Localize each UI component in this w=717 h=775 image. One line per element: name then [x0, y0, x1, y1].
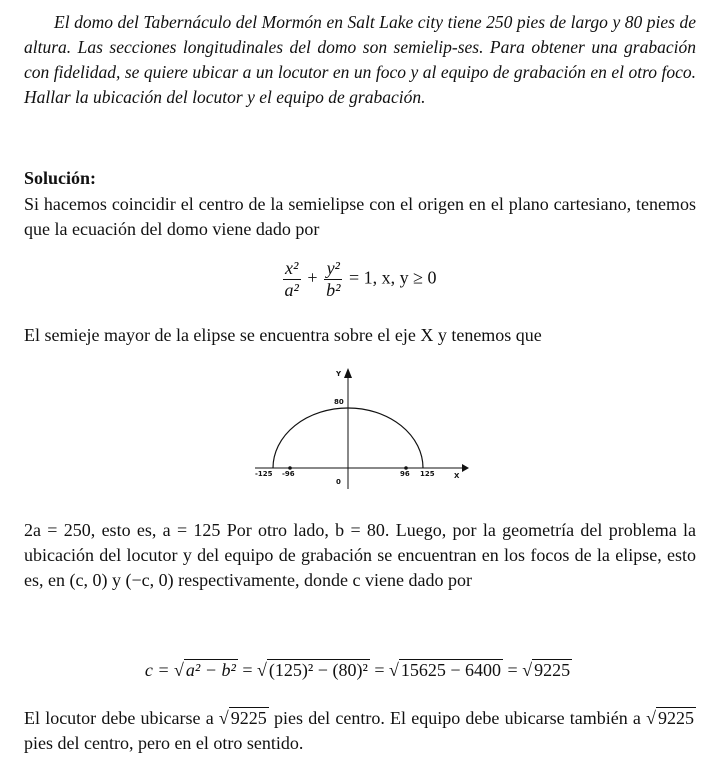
fraction-y-numerator: y²: [324, 258, 342, 280]
tick-label-neg125: -125: [255, 470, 273, 478]
x-axis-label: X: [454, 472, 460, 480]
solution-paragraph-1: Si hacemos coincidir el centro de la semielipse con el origen en el plano cartesiano, tenemos que la ecuación del domo viene dado por: [24, 194, 696, 239]
sqrt-4: √ 9225: [522, 660, 571, 680]
sqrt-2: √ (125)² − (80)²: [257, 660, 368, 680]
p4-text-b: pies del centro. El equipo debe ubicarse también a: [274, 708, 641, 728]
solution-heading: Solución:: [24, 168, 97, 188]
solution-paragraph-3: 2a = 250, esto es, a = 125 Por otro lado, b = 80. Luego, por la geometría del problema la ubicación del locutor y del equipo de grabación se encuentran en los focos de la elipse, esto es, en (c, 0) y (−c, 0) respectivamente, donde c viene dado por: [24, 520, 696, 590]
fraction-y: [324, 258, 342, 301]
y-axis-arrow: [344, 368, 352, 378]
sqrt-3-radicand: 15625 − 6400: [400, 660, 502, 680]
sqrt-4-radicand: 9225: [534, 660, 571, 680]
solution-paragraph-4: [24, 706, 696, 756]
plus-sign: +: [307, 267, 318, 288]
x-axis-arrow: [462, 464, 469, 472]
p4-text-a: El locutor debe ubicarse a: [24, 708, 214, 728]
eq2-equals-a: =: [242, 660, 253, 680]
p4-sqrt-1-radicand: 9225: [230, 708, 267, 728]
tick-label-96: 96: [400, 470, 410, 478]
p4-text-c: pies del centro, pero en el otro sentido.: [24, 733, 304, 753]
ellipse-equation: [0, 258, 717, 301]
eq2-equals-c: =: [507, 660, 518, 680]
fraction-x: [283, 258, 301, 301]
p4-sqrt-2-radicand: 9225: [658, 708, 695, 728]
tick-label-125: 125: [420, 470, 435, 478]
focal-distance-equation: [0, 660, 717, 681]
equation-rest: = 1, x, y ≥ 0: [348, 267, 437, 288]
p4-sqrt-2: √ 9225: [646, 708, 695, 728]
origin-label: 0: [336, 478, 341, 486]
sqrt-3: √ 15625 − 6400: [389, 660, 502, 680]
eq2-lhs: c =: [144, 660, 170, 680]
sqrt-1: √ a² − b²: [174, 660, 236, 680]
tick-label-neg96: -96: [282, 470, 295, 478]
solution-paragraph-2: El semieje mayor de la elipse se encuentra sobre el eje X y tenemos que: [24, 325, 542, 345]
sqrt-1-radicand: a² − b²: [185, 660, 236, 680]
fraction-x-denominator: a²: [284, 280, 299, 300]
p4-sqrt-1: √ 9225: [218, 708, 267, 728]
fraction-x-numerator: x²: [283, 258, 301, 280]
y-axis-label: Y: [336, 370, 342, 378]
problem-statement: El domo del Tabernáculo del Mormón en Salt Lake city tiene 250 pies de largo y 80 pies de altura. Las secciones longitudinales del domo son semielip-ses. Para obtener una grabación con fidelidad, se quiere ubicar a un locutor en un foco y al equipo de grabación en el otro foco. Hallar la ubicación del locutor y el equipo de grabación.: [24, 12, 696, 107]
fraction-y-denominator: b²: [326, 280, 341, 300]
semi-ellipse-figure: [250, 364, 470, 494]
eq2-equals-b: =: [374, 660, 385, 680]
top-value-label: 80: [334, 398, 344, 406]
sqrt-2-radicand: (125)² − (80)²: [268, 660, 368, 680]
